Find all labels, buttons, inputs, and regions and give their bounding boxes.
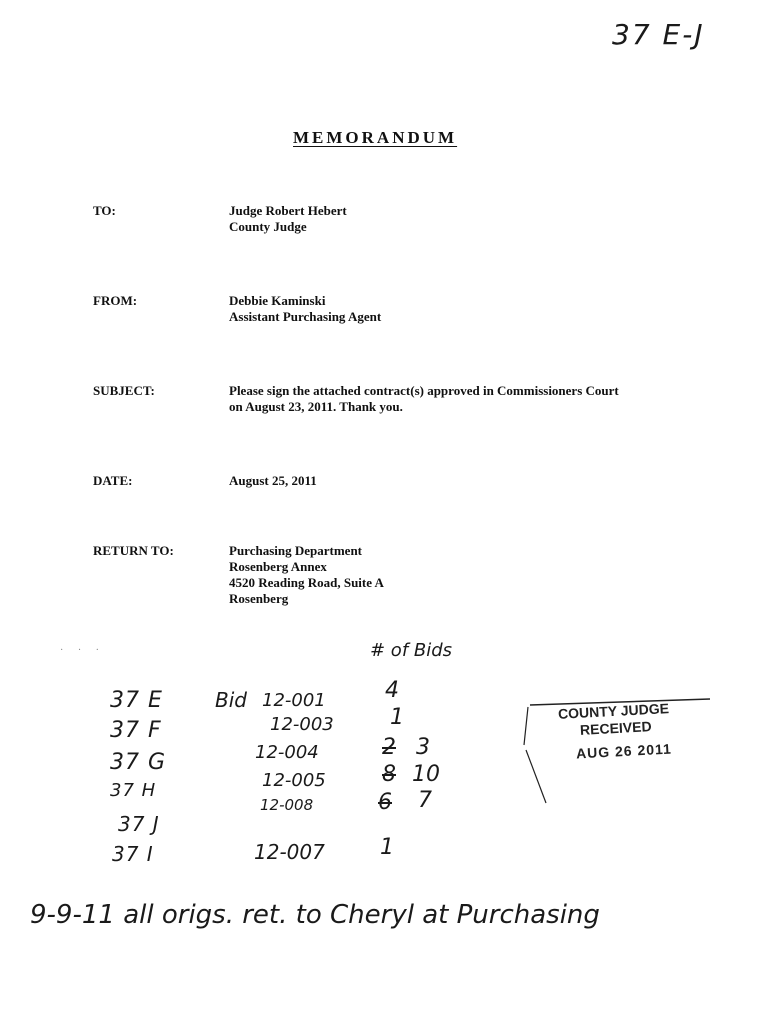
from-value: [229, 293, 381, 325]
scan-specks: · · ·: [60, 645, 105, 656]
to-line-1: Judge Robert Hebert: [229, 203, 347, 218]
corner-handwritten-note: 37 E-J: [612, 18, 705, 51]
bid-count-37f: 1: [390, 705, 404, 730]
bid-code-37f: 37 F: [110, 718, 162, 743]
stamp-county-judge: COUNTY JUDGE: [557, 700, 670, 722]
bid-count-37j: 7: [418, 788, 432, 813]
return-to-line-1: Purchasing Department: [229, 543, 363, 558]
bid-prefix: Bid: [215, 688, 247, 712]
bid-code-37i: 37 I: [112, 842, 154, 866]
bids-header: # of Bids: [370, 640, 453, 661]
bid-number-37h: 12-005: [262, 770, 326, 791]
to-line-2: County Judge: [229, 219, 307, 234]
bid-code-37e: 37 E: [110, 688, 163, 713]
from-label: FROM:: [93, 293, 138, 308]
date-line-1: August 25, 2011: [229, 473, 317, 488]
subject-value: [229, 383, 619, 415]
to-label: TO:: [93, 203, 116, 218]
return-to-line-4: Rosenberg: [229, 591, 289, 606]
bid-count-struck-37h: 8: [382, 762, 396, 787]
from-line-2: Assistant Purchasing Agent: [229, 309, 382, 324]
memo-title: MEMORANDUM: [293, 128, 458, 147]
date-label: DATE:: [93, 473, 133, 488]
stamp-left-border-upper: [524, 707, 528, 745]
bid-code-37j: 37 J: [118, 812, 160, 836]
subject-line-2: on August 23, 2011. Thank you.: [229, 399, 403, 414]
return-to-label: RETURN TO:: [93, 543, 174, 558]
bid-number-37j: 12-008: [260, 796, 314, 814]
stamp-date: AUG 26 2011: [575, 740, 673, 762]
from-line-1: Debbie Kaminski: [229, 293, 326, 308]
return-to-line-2: Rosenberg Annex: [229, 559, 327, 574]
stamp-left-border-lower: [526, 750, 546, 803]
bid-count-37e: 4: [385, 678, 399, 703]
date-value: [229, 473, 317, 489]
subject-label: SUBJECT:: [93, 383, 155, 398]
bid-number-37g: 12-004: [255, 742, 319, 763]
bid-code-37g: 37 G: [110, 750, 167, 775]
bid-count-37h: 10: [412, 762, 440, 787]
bid-count-37g: 3: [416, 735, 430, 760]
stamp-received: RECEIVED: [579, 718, 652, 738]
footer-handwritten-note: 9-9-11 all origs. ret. to Cheryl at Purchasing: [30, 900, 600, 930]
subject-line-1: Please sign the attached contract(s) approved in Commissioners Court: [229, 383, 619, 398]
bid-count-struck-37j: 6: [378, 790, 392, 815]
bid-number-37i: 12-007: [254, 840, 325, 864]
return-to-line-3: 4520 Reading Road, Suite A: [229, 575, 384, 590]
bid-number-37e: 12-001: [262, 690, 326, 711]
bid-code-37h: 37 H: [110, 780, 157, 801]
bid-count-37i: 1: [380, 835, 394, 860]
return-to-value: [229, 543, 384, 607]
received-stamp: [520, 695, 720, 815]
bid-count-struck-37g: 2: [382, 735, 396, 760]
to-value: [229, 203, 347, 235]
bid-number-37f: 12-003: [270, 714, 334, 735]
